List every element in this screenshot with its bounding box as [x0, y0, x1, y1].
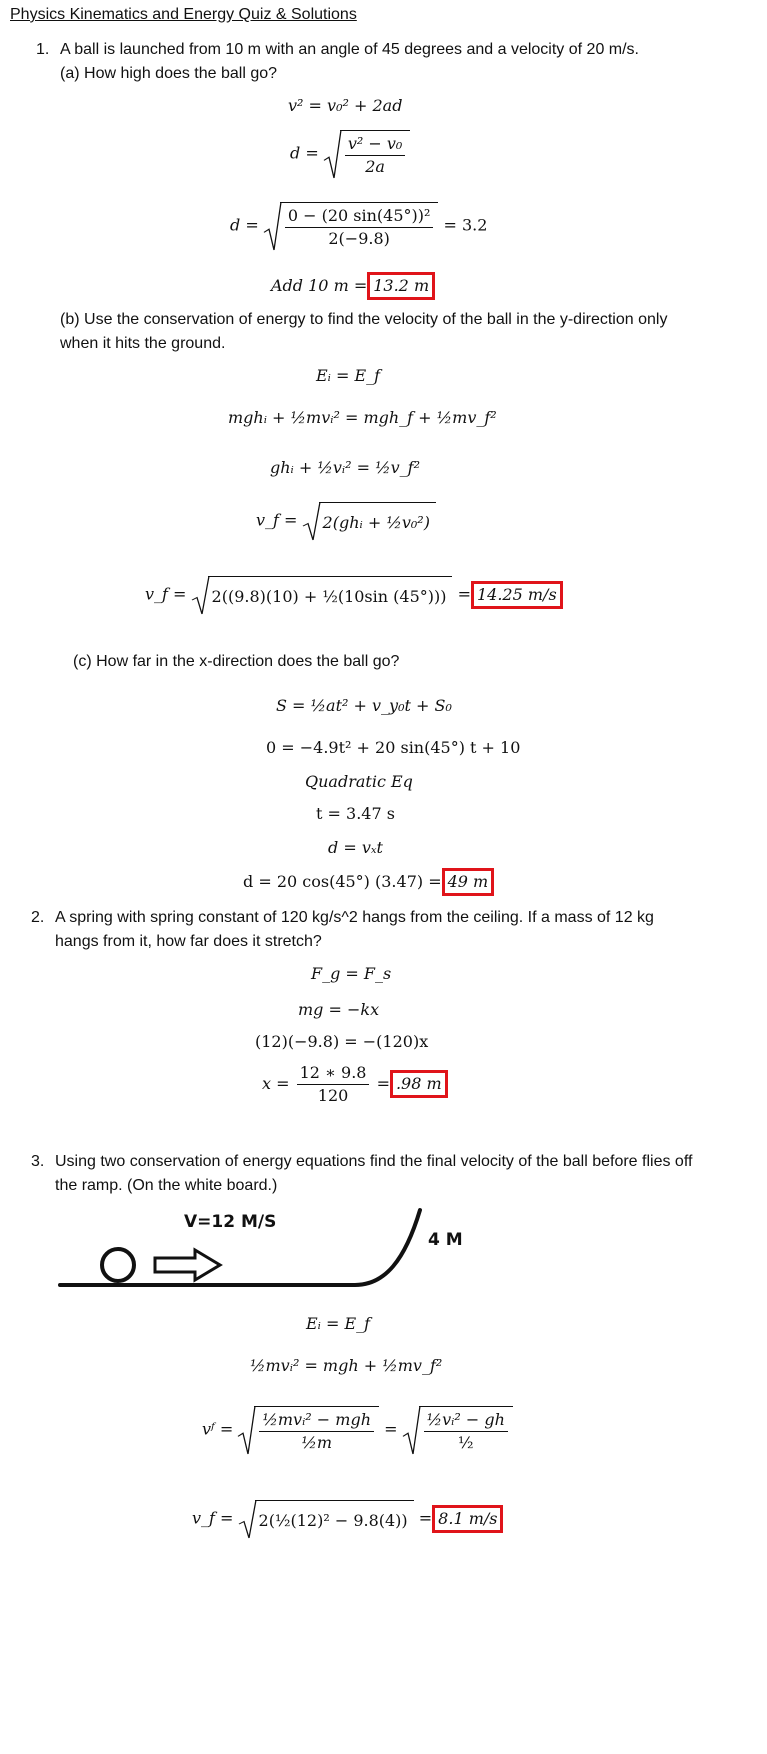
eq-lhs: x = — [262, 1074, 290, 1093]
equation — [256, 502, 436, 540]
question-1c — [73, 650, 399, 674]
eq-lhs: d = — [290, 143, 319, 163]
ball-icon — [102, 1249, 134, 1281]
eq-equals: = — [457, 584, 471, 604]
height-label: 4 M — [428, 1230, 463, 1250]
equation: Eᵢ = E_f — [306, 1314, 371, 1333]
square-root — [324, 130, 410, 178]
equation: v² = v₀² + 2ad — [288, 96, 403, 115]
page-title: Physics Kinematics and Energy Quiz & Solutions — [10, 6, 357, 23]
equation — [290, 130, 410, 178]
eq-lhs: d = — [230, 215, 259, 235]
part-label: (a) — [60, 65, 80, 82]
part-text: How high does the ball go? — [84, 65, 278, 82]
equation — [230, 202, 487, 250]
eq-text: Add 10 m = — [271, 276, 368, 295]
square-root — [192, 576, 453, 614]
eq-lhs: vᶠ = — [202, 1419, 234, 1439]
question-text: Using two conservation of energy equations find the final velocity of the ball before flies off the ramp. (On the white board.) — [55, 1153, 693, 1194]
eq-numerator: ½vᵢ² − gh — [426, 1410, 505, 1429]
square-root — [239, 1500, 414, 1538]
eq-numerator: v² − v₀ — [347, 134, 403, 153]
answer-box: .98 m — [390, 1070, 448, 1098]
equation: t = 3.47 s — [316, 804, 395, 823]
answer-box: 49 m — [442, 868, 495, 896]
eq-result: = 3.2 — [443, 215, 488, 235]
square-root — [303, 502, 436, 540]
equation: ghᵢ + ½vᵢ² = ½v_f² — [270, 458, 420, 477]
equation — [271, 272, 435, 300]
eq-text: d = 20 cos(45°) (3.47) = — [243, 872, 442, 891]
square-root — [264, 202, 439, 250]
equation: mghᵢ + ½mvᵢ² = mgh_f + ½mv_f² — [228, 408, 497, 427]
fraction — [297, 1062, 370, 1107]
eq-lhs: v_f = — [192, 1508, 234, 1528]
question-2 — [31, 906, 695, 954]
answer-box: 14.25 m/s — [471, 581, 563, 609]
equation — [202, 1406, 513, 1454]
eq-denominator: 2(−9.8) — [285, 227, 434, 250]
eq-equals: = — [418, 1508, 433, 1528]
equation — [192, 1500, 503, 1538]
equation: d = vₓt — [328, 838, 383, 857]
eq-equals: = — [384, 1419, 398, 1439]
equation: S = ½at² + v_y₀t + S₀ — [276, 696, 452, 715]
question-1 — [36, 38, 750, 62]
part-text: How far in the x-direction does the ball go? — [96, 653, 400, 670]
eq-equals: = — [376, 1074, 390, 1093]
part-label: (c) — [73, 653, 92, 670]
eq-numerator: ½mvᵢ² − mgh — [262, 1410, 372, 1429]
equation: Quadratic Eq — [305, 772, 413, 791]
eq-numerator: 12 ∗ 9.8 — [299, 1063, 367, 1082]
radicand: 2(ghᵢ + ½v₀²) — [319, 502, 436, 540]
radicand: 2(½(12)² − 9.8(4)) — [255, 1500, 414, 1538]
equation — [145, 576, 563, 614]
equation: F_g = F_s — [311, 964, 392, 983]
velocity-label: V=12 M/S — [184, 1212, 277, 1232]
eq-denominator: 2a — [345, 155, 405, 178]
equation: Eᵢ = E_f — [316, 366, 381, 385]
arrow-right-icon — [155, 1250, 220, 1280]
equation — [262, 1062, 448, 1107]
answer-box: 8.1 m/s — [432, 1505, 503, 1533]
square-root — [238, 1406, 379, 1454]
question-text: A ball is launched from 10 m with an angle of 45 degrees and a velocity of 20 m/s. — [60, 41, 639, 58]
question-3 — [31, 1150, 705, 1198]
question-1b — [60, 308, 680, 356]
eq-lhs: v_f = — [256, 510, 298, 530]
equation: mg = −kx — [298, 1000, 380, 1019]
equation: (12)(−9.8) = −(120)x — [255, 1032, 429, 1051]
question-number: 1. — [36, 41, 50, 58]
eq-denominator: ½m — [259, 1431, 374, 1454]
equation: 0 = −4.9t² + 20 sin(45°) t + 10 — [266, 738, 521, 757]
radicand: 2((9.8)(10) + ½(10sin (45°))) — [208, 576, 453, 614]
question-number: 2. — [31, 909, 45, 926]
answer-box: 13.2 m — [367, 272, 435, 300]
ramp-sketch — [55, 1200, 435, 1300]
part-text: Use the conservation of energy to find the velocity of the ball in the y-direction only when it hits the ground. — [60, 311, 668, 352]
question-text: A spring with spring constant of 120 kg/s^2 hangs from the ceiling. If a mass of 12 kg hangs from it, how far does it stretch? — [55, 909, 654, 950]
question-1a — [60, 62, 277, 86]
eq-denominator: ½ — [424, 1431, 508, 1454]
part-label: (b) — [60, 311, 80, 328]
eq-denominator: 120 — [297, 1084, 370, 1107]
equation — [243, 868, 494, 896]
equation: ½mvᵢ² = mgh + ½mv_f² — [250, 1356, 443, 1375]
eq-lhs: v_f = — [145, 584, 187, 604]
question-number: 3. — [31, 1153, 45, 1170]
square-root — [403, 1406, 513, 1454]
eq-numerator: 0 − (20 sin(45°))² — [287, 206, 431, 225]
